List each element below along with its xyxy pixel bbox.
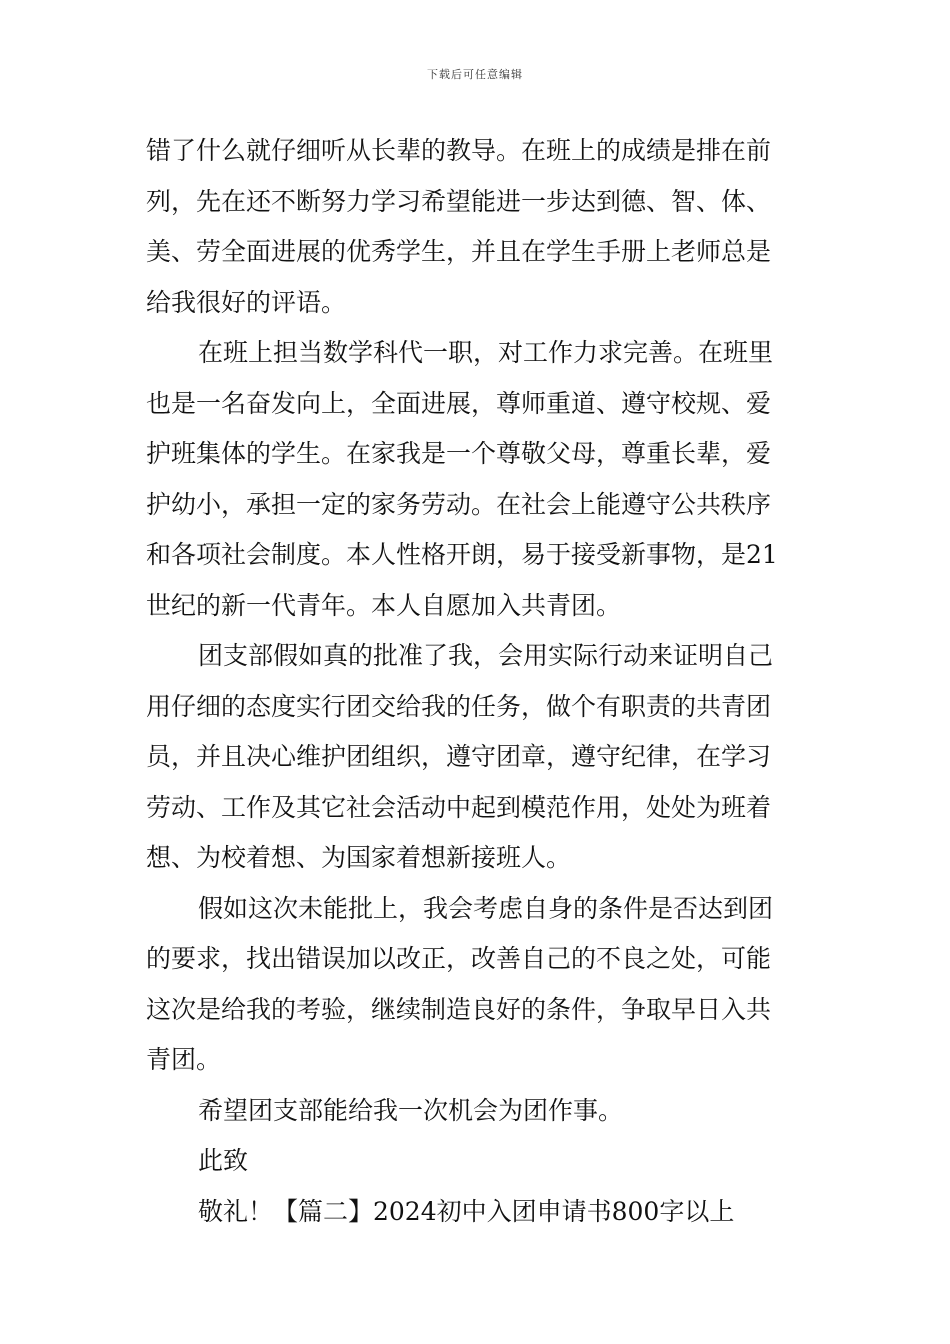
text-line: 敬礼！【篇二】2024初中入团申请书800字以上 [198,1196,735,1226]
text-line: 也是一名奋发向上，全面进展，尊师重道、遵守校规、爱 [146,388,772,418]
text-line: 和各项社会制度。本人性格开朗，易于接受新事物，是21 [146,540,778,569]
text-line: 列，先在还不断努力学习希望能进一步达到德、智、体、 [146,186,772,216]
text-line: 想、为校着想、为国家着想新接班人。 [146,843,572,872]
document-body [146,126,806,1237]
text-line: 青团。 [146,1045,222,1074]
paragraph [146,884,806,1086]
text-line: 用仔细的态度实行团交给我的任务，做个有职责的共青团 [146,691,772,721]
text-line: 在班上担当数学科代一职，对工作力求完善。在班里 [198,338,774,367]
text-line: 员，并且决心维护团组织，遵守团章，遵守纪律，在学习 [146,742,772,771]
text-line: 护幼小，承担一定的家务劳动。在社会上能遵守公共秩序 [146,489,772,519]
text-line: 团支部假如真的批准了我，会用实际行动来证明自己 [198,641,774,670]
paragraph [146,1187,806,1238]
paragraph [146,1086,806,1137]
text-line: 美、劳全面进展的优秀学生，并且在学生手册上老师总是 [146,237,772,266]
text-line: 给我很好的评语。 [146,287,347,317]
text-line: 劳动、工作及其它社会活动中起到模范作用，处处为班着 [146,792,772,822]
text-line: 假如这次未能批上，我会考虑自身的条件是否达到团 [198,893,774,923]
paragraph [146,126,806,328]
text-line: 的要求，找出错误加以改正，改善自己的不良之处，可能 [146,944,772,973]
text-line: 世纪的新一代青年。本人自愿加入共青团。 [146,590,622,620]
page-header-note: 下载后可任意编辑 [427,68,523,81]
text-line: 错了什么就仔细听从长辈的教导。在班上的成绩是排在前 [146,136,772,165]
paragraph [146,1136,806,1187]
text-line: 这次是给我的考验，继续制造良好的条件，争取早日入共 [146,994,772,1024]
text-line: 护班集体的学生。在家我是一个尊敬父母，尊重长辈，爱 [146,439,772,468]
paragraph [146,631,806,884]
paragraph [146,328,806,631]
text-line: 希望团支部能给我一次机会为团作事。 [198,1095,624,1125]
text-line: 此致 [198,1146,249,1175]
